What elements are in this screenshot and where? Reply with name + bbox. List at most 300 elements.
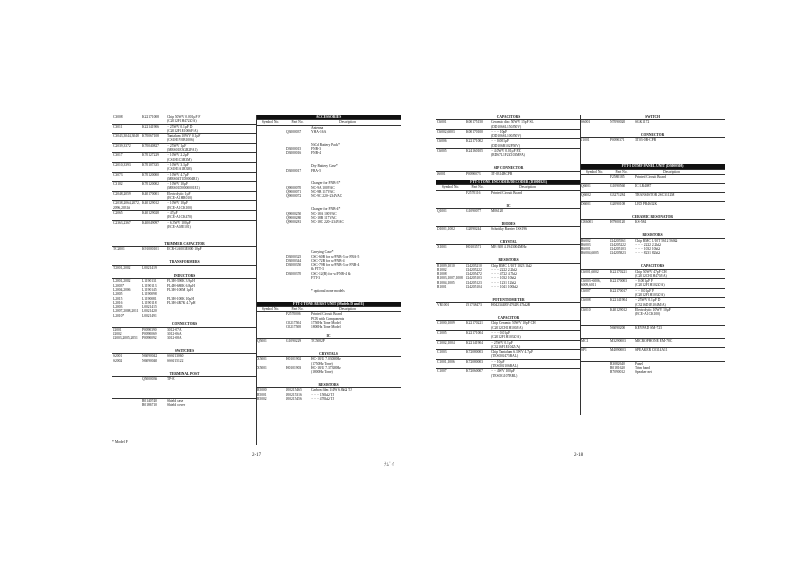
symbol-no: L2003 xyxy=(113,305,123,310)
symbol-no: C6001,6002 xyxy=(580,269,609,274)
part-no: J24205210 xyxy=(465,263,490,268)
description: − − − 1231 12kΩ xyxy=(491,280,516,285)
heading-text: TRANSFORMERS xyxy=(169,260,200,265)
description: Chip Ceramic 50WV 10pF CH xyxy=(490,321,565,326)
description: SPEAKER C0314A11 xyxy=(634,348,709,353)
part-no: D3000017 xyxy=(286,168,302,173)
description: (ECE-A1CK100) xyxy=(635,312,661,317)
description: − − − 4722 4.7kΩ xyxy=(491,272,517,277)
part-no: J51738473 xyxy=(465,303,490,308)
symbol-no: Q1001 xyxy=(436,208,465,213)
parts-column-right-1 xyxy=(436,115,581,378)
parts-column-left-1 xyxy=(112,115,257,408)
description: − 6.3WV 100µF xyxy=(166,220,241,225)
heading-text: SWITCHES xyxy=(174,349,195,354)
description: (C2012CH1H100J/A) xyxy=(491,325,523,330)
description: (C2012F1H102Z/A) xyxy=(635,283,665,288)
symbol-no: Q6002 xyxy=(580,193,609,198)
part-no: G2090244 xyxy=(465,227,490,232)
description: TP-E xyxy=(166,376,241,381)
description: SSSJ13060 xyxy=(166,354,241,359)
description: (TESO0J475BAL) xyxy=(491,354,519,359)
description: (ECE-A1CK470) xyxy=(167,215,193,220)
part-no: J24205103 xyxy=(610,247,626,252)
description: (C2012F1H103Z/A) xyxy=(635,293,665,298)
symbol-no: C6008 xyxy=(580,298,609,303)
part-no: K00170100 xyxy=(465,129,490,134)
description: 1800Hz Tone Model xyxy=(311,325,341,330)
part-no: K70120002 xyxy=(141,182,166,187)
description: Panel xyxy=(634,361,709,366)
heading-text: FTT-5 DTMF PANEL UNIT (D3000308) xyxy=(580,164,725,169)
description: ECR-GA003E000 10pF xyxy=(166,247,241,252)
symbol-no: R1008 xyxy=(437,272,447,277)
part-no: Q9000071 xyxy=(286,190,302,195)
symbol-no: R5002 xyxy=(257,397,267,401)
heading-text: POTENTIOMETER xyxy=(492,297,525,302)
symbol-no: C1007 xyxy=(436,369,465,374)
heading-text: CAPACITORS xyxy=(496,115,521,119)
description: Shield cover xyxy=(167,403,186,408)
footnote: * Model F xyxy=(112,440,128,444)
symbol-no: L2015 xyxy=(113,296,123,301)
part-no: L1190113 xyxy=(142,283,157,288)
description: Description xyxy=(310,307,385,312)
description: NC-9C 220~234VAC xyxy=(311,194,343,199)
description: (C3216F1E104Z/A) xyxy=(491,344,521,349)
part-no: G1090229 xyxy=(285,339,310,344)
description: − 25WV 0.1µF xyxy=(490,340,565,345)
description: − − 10µF xyxy=(490,359,565,364)
part-no: N6090040 xyxy=(142,358,158,363)
symbol-no: C1002,1004 xyxy=(436,340,465,345)
symbol-no: SP1 xyxy=(580,348,609,353)
part-no: R0181620 xyxy=(610,365,625,370)
heading-text: CRYSTALS xyxy=(319,352,338,357)
description: − 4.0WV 0.01µF FZ xyxy=(490,149,565,154)
part-no: K22170017 xyxy=(609,288,634,293)
symbol-no: C3102 xyxy=(112,182,141,187)
part-no: Q9000250 xyxy=(286,211,302,216)
description: Chip 50WV 0.001µF F xyxy=(167,115,201,119)
description: − 47µF xyxy=(166,210,241,215)
part-no: J24205104 xyxy=(466,284,482,289)
description: Chip RMC 1/10T 5612 560Ω xyxy=(634,238,709,243)
description: − − − 2222 2.2kΩ xyxy=(635,242,661,247)
description: (RD67L1F2Z103MFA) xyxy=(491,153,525,158)
symbol-no xyxy=(580,370,609,374)
part-no: J24205823 xyxy=(610,251,626,256)
description: − − 4WV 100µF xyxy=(490,369,565,374)
description: NC-9B 117VAC xyxy=(311,190,335,195)
symbol-no: CR6001 xyxy=(580,220,609,225)
symbol-no: C3043,3044,3048 xyxy=(112,134,141,139)
symbol-no: R1003,1007,1008 xyxy=(437,276,463,281)
symbol-no: S6001 xyxy=(580,120,609,125)
part-no: R3082640 xyxy=(609,361,634,366)
symbol-no: C2010,3393 xyxy=(112,162,141,167)
description: − − − 470kΩ TJ xyxy=(311,397,335,401)
heading-text: SIP CONNECTOR xyxy=(493,166,524,171)
part-no: K00175150 xyxy=(465,120,490,125)
description: − − − 2222 2.2kΩ xyxy=(491,267,517,272)
description: 3012-08A xyxy=(167,336,182,341)
description: (MRS01E3GR2FA1) xyxy=(167,148,198,153)
part-no: F2580185 xyxy=(610,174,625,179)
part-no: K22141904 xyxy=(609,298,634,303)
part-row xyxy=(256,397,401,401)
symbol-no: C6001 xyxy=(436,120,465,125)
part-no: R7090012 xyxy=(610,370,625,375)
description: − − − 1032 10kΩ xyxy=(635,247,660,252)
symbol-no: L2016 xyxy=(113,300,123,305)
symbol-no: R1004,1005 xyxy=(437,280,455,285)
part-row xyxy=(112,403,257,407)
symbol-no: L2005 xyxy=(113,292,123,297)
extra xyxy=(385,397,393,401)
symbol-no: Q5001 xyxy=(256,339,285,344)
description: YHA-16A xyxy=(311,129,327,134)
part-no: K40129012 xyxy=(141,201,166,206)
symbol-no: R5000 xyxy=(256,388,285,393)
symbol-no: R6001 xyxy=(581,247,591,252)
part-no: L1190131 xyxy=(141,279,166,284)
description: (C2012CH1H470J/A) xyxy=(635,273,667,278)
description: CSC-72B for w/FNB-4 xyxy=(311,258,345,263)
part-no: G1090077 xyxy=(465,208,490,213)
description: (MRS04T1D0004R1) xyxy=(167,176,199,181)
description: Printed Circuit Board xyxy=(491,190,522,195)
description: LED PR4632K xyxy=(634,202,709,207)
page-number-left: 2-17 xyxy=(252,453,262,458)
part-no: Part No. xyxy=(609,169,634,174)
description: − 10WV 10µF xyxy=(166,201,241,206)
part-no: F2570006 xyxy=(286,312,301,317)
description: (MRS01D0000001E1) xyxy=(167,186,200,191)
description: Trim band xyxy=(635,365,650,370)
heading-text: INDUCTORS xyxy=(173,274,196,279)
part-no: L0021419 xyxy=(141,265,166,270)
part-no: M3290003 xyxy=(609,339,634,344)
description: (CS1H1A1R3M) xyxy=(167,167,192,172)
part-no: Part No. xyxy=(285,120,310,125)
part-no: D3000016 xyxy=(286,151,302,156)
description: − 10WV 10µF xyxy=(166,182,241,187)
description: FBA-5 xyxy=(311,168,321,173)
part-row xyxy=(580,370,725,374)
symbol-no: R6004,6005 xyxy=(581,251,599,256)
part-no: K70120000 xyxy=(141,172,166,177)
description: HC-18/U 7.030MHz xyxy=(310,357,385,362)
symbol-no: MC1 xyxy=(580,339,609,344)
symbol-no: C3073 xyxy=(112,172,141,177)
description: − 10WV 2.2µF xyxy=(166,153,241,158)
description: Shield case xyxy=(166,398,241,403)
description: * optional none models xyxy=(311,288,345,293)
part-no: Part No. xyxy=(285,307,310,312)
symbol-no: R6002 xyxy=(580,238,609,243)
part-no: Q3000037 xyxy=(286,129,302,134)
symbol-no: R5001 xyxy=(257,392,267,397)
part-no: K24160105 xyxy=(465,149,490,154)
description: Dry Battery Case* xyxy=(311,164,338,169)
symbol-no: C6007 xyxy=(580,288,609,293)
part-no: L1190098 xyxy=(142,292,157,297)
symbol-no: J1001 xyxy=(580,138,609,143)
heading-text: TERMINAL POST xyxy=(169,371,200,376)
description: SGK1172 xyxy=(634,120,709,125)
description: − 25WV 1µF xyxy=(166,143,241,148)
description: CSC-79B for w/FNB-3 or FNB-4 xyxy=(311,263,360,268)
part-no: D3000370 xyxy=(286,271,302,276)
description: (ECE-A1HR010) xyxy=(167,196,193,201)
heading-text: FTT-2 TONE BURST UNIT (Models D and E) xyxy=(256,302,401,307)
symbol-no: L2003* xyxy=(113,283,125,288)
part-no: P0090390 xyxy=(141,327,166,332)
symbol-no: X1001 xyxy=(436,245,465,250)
part-no: R0186710 xyxy=(142,403,157,408)
description: H042344RV4762B 47kΩB xyxy=(490,303,565,308)
symbol-no: X5001 xyxy=(257,365,267,370)
description: (CS1H1V0B1006) xyxy=(167,138,194,143)
symbol-no: Q6001 xyxy=(580,183,609,188)
symbol-no: J2002 xyxy=(113,331,122,336)
description: (TESO0J106BAL) xyxy=(491,364,519,369)
description: IC LR4087 xyxy=(634,183,709,188)
symbol-no: C6003~6006, xyxy=(580,279,609,284)
description: Chip 50WV 47pF CH xyxy=(634,269,709,274)
parts-table xyxy=(580,115,725,374)
description: Printed Circuit Board xyxy=(635,174,666,179)
part-no: J24205222 xyxy=(610,242,626,247)
description: Printed Circuit Board xyxy=(311,312,342,317)
heading-text: FTT-3 TONE ENCODER/DECODER (D3000321) xyxy=(436,180,581,185)
description: Carbon film 1/4W 6.8kΩ TJ xyxy=(310,388,385,393)
description: FNB-3 xyxy=(311,147,321,152)
part-no: K22171002 xyxy=(465,139,490,144)
description: CSC-60B for w/FNB-3 or FBA-5 xyxy=(311,254,360,259)
part-no: K91000101 xyxy=(141,247,166,252)
description: Tantalum 10WV 0.1µF xyxy=(166,134,241,139)
symbol-no: C1005 xyxy=(436,330,465,335)
description: FL3H-100M 1µH xyxy=(167,287,193,292)
description: FL4H-680K 6.8µH xyxy=(167,283,195,288)
description: Ceramic disc 50WV 15pF SL xyxy=(490,120,565,125)
part-no: K70107335 xyxy=(141,162,166,167)
description: (DD106SL100J50V) xyxy=(491,134,522,139)
part-no: K70127229 xyxy=(141,153,166,158)
description: Speaker net xyxy=(635,370,652,375)
description: FNB-4 xyxy=(311,151,321,156)
description: − − 0.01µF F xyxy=(634,288,709,293)
heading-text: TRIMMER CAPACITOR xyxy=(164,242,205,247)
symbol-no: C3008 xyxy=(113,115,123,119)
part-no: K72080003 xyxy=(465,359,490,364)
part-no: K40170001 xyxy=(141,191,166,196)
heading-text: CAPACITORS xyxy=(640,264,665,269)
symbol-no: C1000,1009 xyxy=(436,321,465,326)
column-divider xyxy=(256,115,257,445)
symbol-no: Symbol No. xyxy=(256,120,285,125)
part-no: P0090073 xyxy=(465,171,490,176)
parts-column-left-2 xyxy=(256,115,401,401)
part-no: L1190118 xyxy=(142,300,157,305)
description: CSC-12(B) for w/FNB-4 & xyxy=(311,271,351,276)
description: (C2012F1E1006F/A) xyxy=(167,128,198,133)
symbol-no: Symbol No. xyxy=(256,307,285,312)
symbol-no: Symbol No. xyxy=(580,169,609,174)
part-no: K22170003 xyxy=(609,279,634,284)
description: (DD106SL150J50V) xyxy=(491,124,522,129)
heading-text: DIODES xyxy=(501,221,516,226)
description: MICROPHONE EM-78C xyxy=(634,339,709,344)
part-no: K22141906 xyxy=(141,124,166,129)
symbol-no: C2039,3372 xyxy=(112,143,141,148)
symbol-no: R1009,1010 xyxy=(436,263,465,268)
description: & FTT-3 xyxy=(311,267,324,272)
part-no: J24205103 xyxy=(466,276,482,281)
part-no: D3000015 xyxy=(286,147,302,152)
part-no: D3000325 xyxy=(286,254,302,259)
part-no: Q9000070 xyxy=(286,185,302,190)
description: Description xyxy=(490,185,565,190)
description: (1750Hz Tone) xyxy=(311,361,333,366)
part-no: D3000350 xyxy=(286,263,302,268)
description: NiCd Battery Pack* xyxy=(311,142,340,147)
description: M06120 xyxy=(490,208,565,213)
part-no: J24205222 xyxy=(466,267,482,272)
handwritten-mark: ﾅﾑﾞｲ xyxy=(384,463,395,468)
symbol-no: R6003 xyxy=(581,242,591,247)
description: KS-584 xyxy=(634,220,709,225)
description: Carrying Case* xyxy=(311,250,334,255)
description: − − − 150kΩ TJ xyxy=(311,392,335,397)
heading-text: IC xyxy=(326,333,331,338)
symbol-no: R1002 xyxy=(437,267,447,272)
part-no: H0101903 xyxy=(286,365,302,370)
extra xyxy=(565,374,573,378)
part-no: L0021420 xyxy=(142,309,157,314)
description: (C2012F1H472Z/A) xyxy=(167,119,197,124)
part-no: J24205472 xyxy=(466,272,482,277)
description: (1800Hz Tone) xyxy=(311,370,333,375)
description: 3T03-0B-CPB xyxy=(634,138,709,143)
part-no: G1090560 xyxy=(609,183,634,188)
description: NC-18A 100VAC xyxy=(311,211,337,216)
description: − 10WV 3.3µF xyxy=(166,162,241,167)
extra xyxy=(717,370,725,374)
symbol-no xyxy=(112,403,141,407)
description: − 25WV 0.1µF D xyxy=(634,298,709,303)
description: − 10WV 4.7µF xyxy=(166,172,241,177)
symbol-no: C6002,6003 xyxy=(436,129,465,134)
description: NC-9A 100VAC xyxy=(311,185,335,190)
part-no: C0217504 xyxy=(286,320,301,325)
part-no: K22170221 xyxy=(609,269,634,274)
description: − − − 10pF xyxy=(490,129,565,134)
symbol-no: J6001 xyxy=(436,171,465,176)
part-no: C0217508 xyxy=(286,325,301,330)
heading-text: RESISTORS xyxy=(498,258,519,263)
description: PCB with Components xyxy=(311,316,345,321)
heading-text: CONNECTORS xyxy=(171,322,198,327)
part-no: Q9000281 xyxy=(286,220,302,225)
part-no: P0090092 xyxy=(142,336,157,341)
part-no: L1190145 xyxy=(142,287,157,292)
description: (C2012F1H103Z/A) xyxy=(491,335,521,340)
parts-column-right-2 xyxy=(580,115,725,374)
symbol-no: C6010 xyxy=(580,307,609,312)
description: KEYPAD SM-723 xyxy=(634,325,709,330)
heading-text: CONNECTOR xyxy=(640,133,665,138)
part-no: K70067108 xyxy=(141,134,166,139)
symbol-no: L2007,2008,2011 xyxy=(113,309,139,314)
symbol-no: C2065 xyxy=(112,210,141,215)
description: NC-18B 117VAC xyxy=(311,215,337,220)
description: Antenna xyxy=(311,125,324,130)
part-row xyxy=(436,374,581,378)
description: Chip RMC 1/10T 1023 1kΩ xyxy=(490,263,565,268)
symbol-no: T2001,2002 xyxy=(112,265,141,270)
part-no: Part No. xyxy=(465,185,490,190)
heading-text: SWITCH xyxy=(645,115,660,119)
part-no: R0140740 xyxy=(141,398,166,403)
description: − − − 1032 10kΩ xyxy=(491,276,516,281)
symbol-no: C6006 xyxy=(436,139,465,144)
symbol-no xyxy=(436,374,465,378)
symbol-no: C2038,2064,2072, xyxy=(113,201,140,206)
part-no: K22170221 xyxy=(465,321,490,326)
description: FL3H-100K 10µH xyxy=(167,296,194,301)
part-no: N6090042 xyxy=(141,354,166,359)
symbol-no: TC2001 xyxy=(112,247,141,252)
description: FL3H-4R7K 4.7µH xyxy=(167,300,196,305)
part-no: H0101902 xyxy=(285,357,310,362)
part-no: Q9000280 xyxy=(286,215,302,220)
description: 3012-07A xyxy=(166,327,241,332)
part-no: N6090200 xyxy=(609,325,634,330)
symbol-no: C2048,2059 xyxy=(112,191,141,196)
part-no: K40129028 xyxy=(141,210,166,215)
part-no: K72060007 xyxy=(465,369,490,374)
part-no: K22171008 xyxy=(142,115,159,119)
heading-text: ACCESSORIES xyxy=(256,115,401,120)
heading-text: CAPACITOR xyxy=(497,316,520,321)
symbol-no: J2001 xyxy=(112,327,141,332)
symbol-no: D6001 xyxy=(580,202,609,207)
part-no: M4090003 xyxy=(609,348,634,353)
heading-text: CRYSTAL xyxy=(500,240,517,245)
part-no xyxy=(465,374,490,378)
symbol-no: D1001,1002 xyxy=(436,227,465,232)
description: TRANSISTOR 2SC3112M xyxy=(634,193,709,198)
part-no: G3271284 xyxy=(609,193,634,198)
parts-table xyxy=(112,115,257,408)
page-number-right: 2-18 xyxy=(574,453,584,458)
description: Electrolytic 10WV 10µF xyxy=(634,307,709,312)
symbol-no: 2096,2031# xyxy=(113,205,131,210)
description: (ECE-A0JE101) xyxy=(167,224,191,229)
part-no: L0021491 xyxy=(142,313,157,318)
symbol-no: C3011 xyxy=(112,124,141,129)
symbol-no: Symbol No. xyxy=(436,185,465,190)
part-no: P0090371 xyxy=(609,138,634,143)
part-no: K22171004 xyxy=(465,330,490,335)
description: − 0.001µF F xyxy=(634,279,709,284)
symbol-no: C3017 xyxy=(112,153,141,158)
part-no: F2570116 xyxy=(466,190,481,195)
part-no: J00215456 xyxy=(286,397,302,401)
